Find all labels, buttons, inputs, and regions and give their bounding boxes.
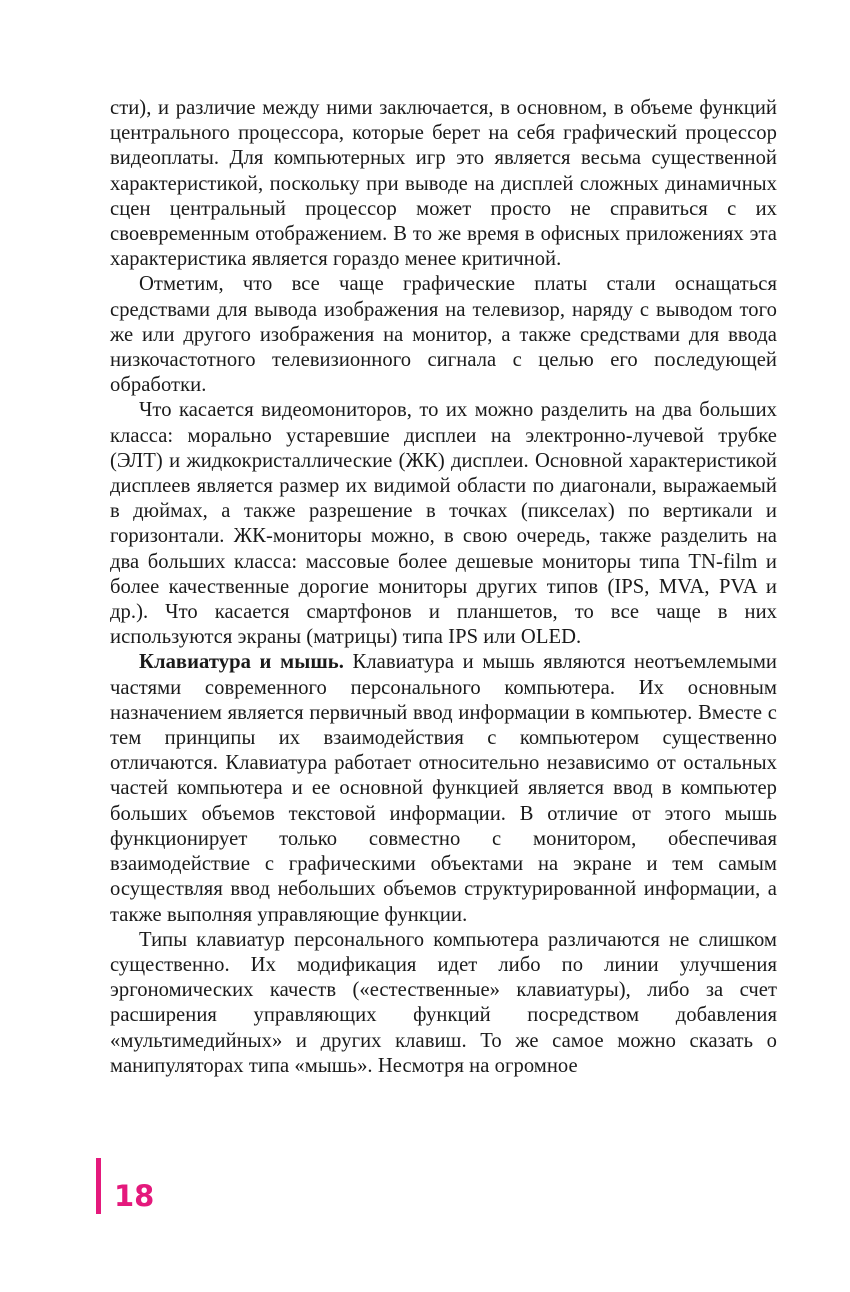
page-body — [110, 96, 777, 1079]
page-number: 18 — [114, 1179, 155, 1213]
paragraph: Отметим, что все чаще графические платы стали оснащаться средствами для вывода изображения на телевизор, наряду с выводом того же или другого изображения на монитор, а также средствами для ввода низкочастотного телевизионного сигнала с целью его последующей обработки. — [110, 273, 777, 397]
paragraph: Что касается видеомониторов, то их можно разделить на два больших класса: морально устаревшие дисплеи на электронно-лучевой трубке (ЭЛТ) и жидкокристаллические (ЖК) дисплеи. Основной характеристикой дисплеев является размер их видимой области по диагонали, выражаемый в дюймах, а также разрешение в точках (пикселах) по вертикали и горизонтали. ЖК-мониторы можно, в свою очередь, также разделить на два больших класса: массовые более дешевые мониторы типа TN-film и более качественные дорогие мониторы других типов (IPS, MVA, PVA и др.). Что касается смартфонов и планшетов, то все чаще в них используются экраны (матрицы) типа IPS или OLED. — [110, 399, 777, 649]
section-heading: Клавиатура и мышь. — [139, 651, 344, 674]
paragraph: Типы клавиатур персонального компьютера различаются не слишком существенно. Их модификация идет либо по линии улучшения эргономических качеств («естественные» клавиатуры), либо за счет расширения управляющих функций посредством добавления «мультимедийных» и других клавиш. То же самое можно сказать о манипуляторах типа «мышь». Несмотря на огромное — [110, 928, 777, 1077]
page-number-bar — [96, 1158, 101, 1214]
page-footer — [96, 1158, 216, 1214]
paragraph-text: Клавиатура и мышь являются неотъемлемыми частями современного персонального компьютера. Их основным назначением является первичный ввод информации в компьютер. Вместе с тем принципы их взаимодействия с компьютером существенно отличаются. Клавиатура работает относительно независимо от остальных частей компьютера и ее основной функцией является ввод в компьютер больших объемов текстовой информации. В отличие от этого мышь функционирует только совместно с монитором, обеспечивая взаимодействие с графическими объектами на экране и тем самым осуществляя ввод небольших объемов структурированной информации, а также выполняя управляющие функции. — [110, 651, 777, 926]
paragraph — [110, 650, 777, 927]
paragraph: сти), и различие между ними заключается, в основном, в объеме функций центрального процессора, которые берет на себя графический процессор видеоплаты. Для компьютерных игр это является весьма существенной характеристикой, поскольку при выводе на дисплей сложных динамичных сцен центральный процессор может просто не справиться с их своевременным отображением. В то же время в офисных приложениях эта характеристика является гораздо менее критичной. — [110, 97, 777, 271]
